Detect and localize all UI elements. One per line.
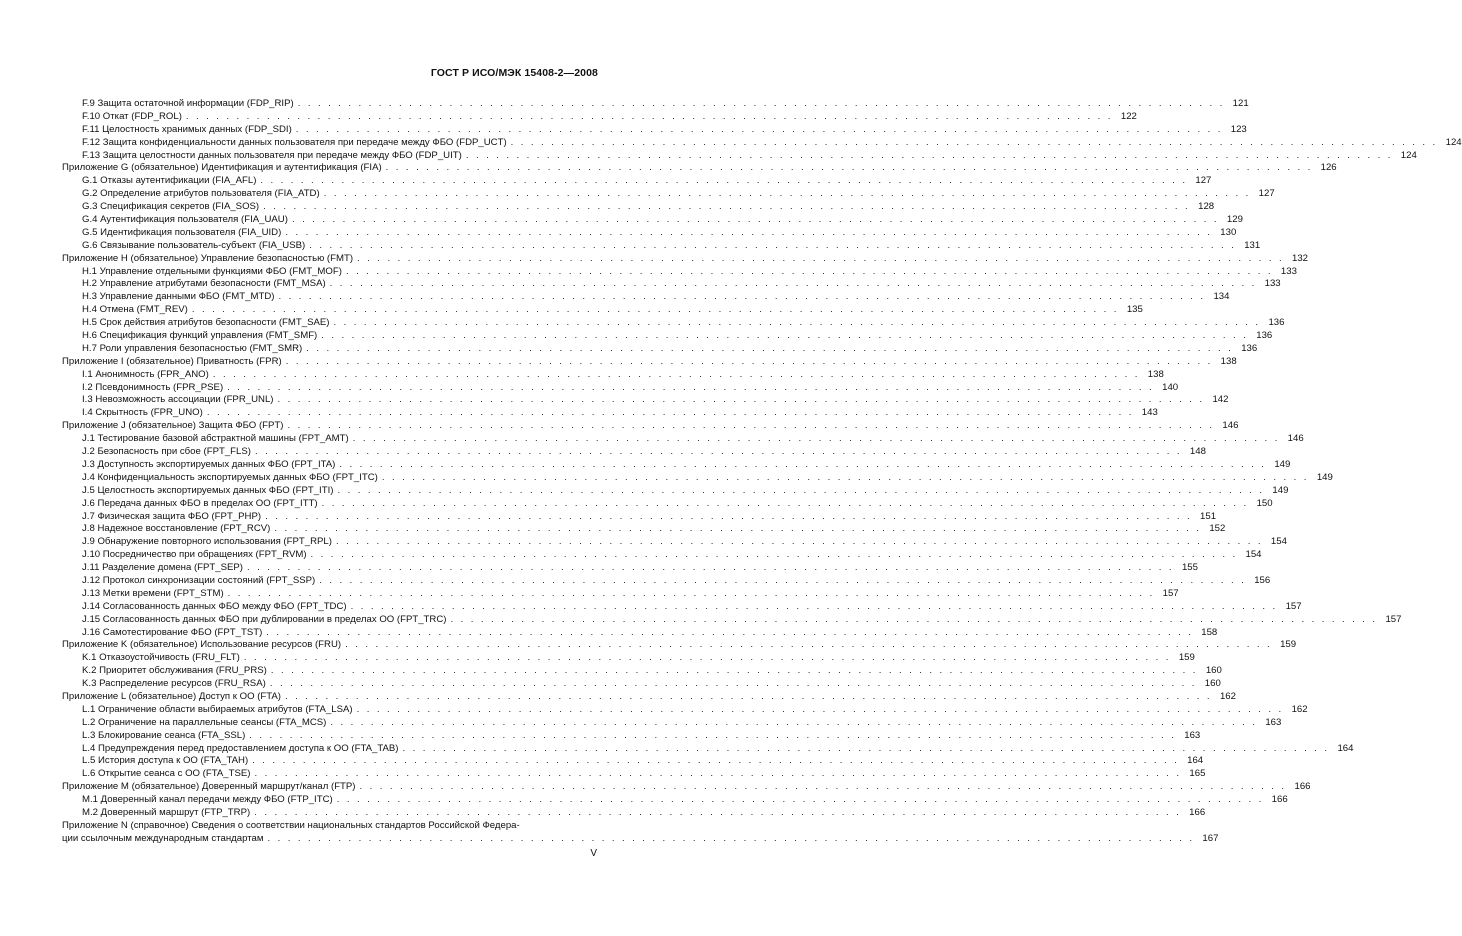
toc-entry-page: 157: [1162, 587, 1179, 599]
dot-leader: . . . . . . . . . . . . . . . . . . . . . . . . . . . . . . . . . . . . . . . . . . . . . . . . . . . . . . . . . . . . . . . . . . . . . . . . . . . . . . . . . . . . . . . . . . . .: [206, 407, 1134, 419]
toc-entry-page: 128: [1198, 201, 1215, 213]
toc-entry-title: Приложение H (обязательное) Управление безопасностью (FMT): [62, 252, 354, 264]
toc-entry-title: J.6 Передача данных ФБО в пределах ОО (FPT_ITT): [82, 497, 318, 509]
toc-entry-title: L.5 История доступа к ОО (FTA_TAH): [82, 755, 249, 767]
dot-leader: . . . . . . . . . . . . . . . . . . . . . . . . . . . . . . . . . . . . . . . . . . . . . . . . . . . . . . . . . . . . . . . . . . . . . . . . . . . . . . . . . . . . . . . . . . . .: [191, 304, 1119, 316]
toc-section-entry: [62, 549, 1262, 562]
toc-entry-page: 166: [1294, 781, 1311, 793]
dot-leader: . . . . . . . . . . . . . . . . . . . . . . . . . . . . . . . . . . . . . . . . . . . . . . . . . . . . . . . . . . . . . . . . . . . . . . . . . . . . . . . . . . . . . . . . . . . .: [295, 123, 1223, 135]
toc-entry-title: F.13 Защита целостности данных пользователя при передаче между ФБО (FDP_UIT): [82, 149, 462, 161]
dot-leader: . . . . . . . . . . . . . . . . . . . . . . . . . . . . . . . . . . . . . . . . . . . . . . . . . . . . . . . . . . . . . . . . . . . . . . . . . . . . . . . . . . . . . . . . . . . .: [333, 317, 1261, 329]
toc-entry-page: 127: [1258, 188, 1275, 200]
toc-entry-title: L.1 Ограничение области выбираемых атрибутов (FTA_LSA): [82, 703, 353, 715]
dot-leader: . . . . . . . . . . . . . . . . . . . . . . . . . . . . . . . . . . . . . . . . . . . . . . . . . . . . . . . . . . . . . . . . . . . . . . . . . . . . . . . . . . . . . . . . . . . .: [270, 665, 1198, 677]
toc-entry-page: 162: [1291, 703, 1308, 715]
dot-leader: . . . . . . . . . . . . . . . . . . . . . . . . . . . . . . . . . . . . . . . . . . . . . . . . . . . . . . . . . . . . . . . . . . . . . . . . . . . . . . . . . . . . . . . . . . . .: [321, 330, 1249, 342]
toc-entry-title: J.7 Физическая защита ФБО (FPT_PHP): [82, 510, 262, 522]
toc-entry-page: 132: [1292, 252, 1309, 264]
dot-leader: . . . . . . . . . . . . . . . . . . . . . . . . . . . . . . . . . . . . . . . . . . . . . . . . . . . . . . . . . . . . . . . . . . . . . . . . . . . . . . . . . . . . . . . . . . . .: [274, 523, 1202, 535]
toc-entry-title: J.9 Обнаружение повторного использования (FPT_RPL): [82, 536, 332, 548]
dot-leader: . . . . . . . . . . . . . . . . . . . . . . . . . . . . . . . . . . . . . . . . . . . . . . . . . . . . . . . . . . . . . . . . . . . . . . . . . . . . . . . . . . . . . . . . . . . .: [402, 742, 1330, 754]
toc-entry-page: 136: [1241, 342, 1258, 354]
toc-section-entry: [62, 226, 1237, 240]
dot-leader: . . . . . . . . . . . . . . . . . . . . . . . . . . . . . . . . . . . . . . . . . . . . . . . . . . . . . . . . . . . . . . . . . . . . . . . . . . . . . . . . . . . . . . . . . . . .: [263, 201, 1191, 213]
dot-leader: . . . . . . . . . . . . . . . . . . . . . . . . . . . . . . . . . . . . . . . . . . . . . . . . . . . . . . . . . . . . . . . . . . . . . . . . . . . . . . . . . . . . . . . . . . . .: [227, 381, 1155, 393]
toc-entry-title: Приложение L (обязательное) Доступ к ОО (FTA): [62, 690, 281, 702]
toc-section-entry: [62, 394, 1229, 407]
toc-entry-page: 138: [1147, 368, 1164, 380]
toc-section-entry: [62, 201, 1215, 214]
page-number: V: [590, 848, 597, 859]
toc-entry-page: 157: [1285, 600, 1302, 612]
toc-appendix-entry: [62, 420, 1239, 433]
toc-section-entry: [62, 600, 1302, 614]
toc-entry-title: L.2 Ограничение на параллельные сеансы (FTA_MCS): [82, 716, 327, 728]
dot-leader: . . . . . . . . . . . . . . . . . . . . . . . . . . . . . . . . . . . . . . . . . . . . . . . . . . . . . . . . . . . . . . . . . . . . . . . . . . . . . . . . . . . . . . . . . . . .: [252, 755, 1180, 767]
dot-leader: . . . . . . . . . . . . . . . . . . . . . . . . . . . . . . . . . . . . . . . . . . . . . . . . . . . . . . . . . . . . . . . . . . . . . . . . . . . . . . . . . . . . . . . . . . . .: [285, 226, 1213, 238]
dot-leader: . . . . . . . . . . . . . . . . . . . . . . . . . . . . . . . . . . . . . . . . . . . . . . . . . . . . . . . . . . . . . . . . . . . . . . . . . . . . . . . . . . . . . . . . . . . .: [336, 794, 1264, 806]
toc-appendix-entry: [62, 690, 1236, 704]
dot-leader: . . . . . . . . . . . . . . . . . . . . . . . . . . . . . . . . . . . . . . . . . . . . . . . . . . . . . . . . . . . . . . . . . . . . . . . . . . . . . . . . . . . . . . . . . . . .: [306, 342, 1234, 354]
toc-entry-title: J.14 Согласованность данных ФБО между ФБО (FPT_TDC): [82, 600, 347, 612]
toc-entry-title: L.6 Открытие сеанса с ОО (FTA_TSE): [82, 768, 251, 780]
toc-entry-title: G.1 Отказы аутентификации (FIA_AFL): [82, 175, 257, 187]
toc-entry-title: L.3 Блокирование сеанса (FTA_SSL): [82, 729, 246, 741]
toc-entry-title: J.8 Надежное восстановление (FPT_RCV): [82, 523, 271, 535]
toc-section-entry: [62, 536, 1287, 549]
dot-leader: . . . . . . . . . . . . . . . . . . . . . . . . . . . . . . . . . . . . . . . . . . . . . . . . . . . . . . . . . . . . . . . . . . . . . . . . . . . . . . . . . . . . . . . . . . . .: [254, 806, 1182, 818]
toc-section-entry: [62, 98, 1249, 111]
toc-entry-title: I.4 Скрытность (FPR_UNO): [82, 407, 203, 419]
toc-entry-page: 157: [1385, 613, 1402, 625]
toc-section-entry: [62, 265, 1297, 279]
toc-entry-title: J.16 Самотестирование ФБО (FPT_TST): [82, 626, 263, 638]
toc-entry-title: F.11 Целостность хранимых данных (FDP_SDI): [82, 123, 292, 135]
toc-section-entry: [62, 342, 1258, 356]
toc-entry-title: F.12 Защита конфиденциальности данных пользователя при передаче между ФБО (FDP_UCT): [82, 136, 507, 148]
dot-leader: . . . . . . . . . . . . . . . . . . . . . . . . . . . . . . . . . . . . . . . . . . . . . . . . . . . . . . . . . . . . . . . . . . . . . . . . . . . . . . . . . . . . . . . . . . . .: [277, 394, 1205, 406]
toc-section-entry: [62, 574, 1271, 588]
toc-entry-title: G.4 Аутентификация пользователя (FIA_UAU): [82, 214, 288, 226]
dot-leader: . . . . . . . . . . . . . . . . . . . . . . . . . . . . . . . . . . . . . . . . . . . . . . . . . . . . . . . . . . . . . . . . . . . . . . . . . . . . . . . . . . . . . . . . . . . .: [357, 252, 1285, 264]
toc-appendix-entry: [62, 252, 1309, 266]
toc-entry-page: 163: [1265, 716, 1282, 728]
toc-entry-title: H.7 Роли управления безопасностью (FMT_SMR): [82, 342, 303, 354]
toc-entry-title: Приложение I (обязательное) Приватность (FPR): [62, 355, 282, 367]
dot-leader: . . . . . . . . . . . . . . . . . . . . . . . . . . . . . . . . . . . . . . . . . . . . . . . . . . . . . . . . . . . . . . . . . . . . . . . . . . . . . . . . . . . . . . . . . . . .: [309, 239, 1237, 251]
toc-entry-title: J.11 Разделение домена (FPT_SEP): [82, 562, 243, 574]
toc-section-entry: [62, 562, 1198, 575]
toc-section-entry: [62, 368, 1164, 382]
toc-entry-page: 148: [1189, 446, 1206, 458]
toc-entry-title: ции ссылочным международным стандартам: [62, 832, 264, 844]
toc-section-entry: [62, 806, 1206, 820]
dot-leader: . . . . . . . . . . . . . . . . . . . . . . . . . . . . . . . . . . . . . . . . . . . . . . . . . . . . . . . . . . . . . . . . . . . . . . . . . . . . . . . . . . . . . . . . . . . .: [249, 729, 1177, 741]
toc-entry-page: 159: [1280, 639, 1297, 651]
toc-entry-title: Приложение N (справочное) Сведения о соответствии национальных стандартов Российской Федера-: [62, 819, 520, 831]
toc-entry-page: 140: [1162, 381, 1179, 393]
toc-section-entry: [62, 703, 1308, 717]
dot-leader: . . . . . . . . . . . . . . . . . . . . . . . . . . . . . . . . . . . . . . . . . . . . . . . . . . . . . . . . . . . . . . . . . . . . . . . . . . . . . . . . . . . . . . . . . . . .: [356, 703, 1284, 715]
dot-leader: . . . . . . . . . . . . . . . . . . . . . . . . . . . . . . . . . . . . . . . . . . . . . . . . . . . . . . . . . . . . . . . . . . . . . . . . . . . . . . . . . . . . . . . . . . . .: [269, 678, 1197, 690]
toc-entry-page: 162: [1219, 690, 1236, 702]
toc-entry-title: J.5 Целостность экспортируемых данных ФБО (FPT_ITI): [82, 484, 334, 496]
toc-section-entry: [62, 123, 1247, 137]
toc-section-entry: [62, 729, 1201, 743]
toc-entry-page: 130: [1220, 226, 1237, 238]
toc-section-entry: [62, 239, 1261, 253]
toc-section-entry: [62, 291, 1230, 304]
toc-entry-title: J.12 Протокол синхронизации состояний (FPT_SSP): [82, 574, 316, 586]
toc-entry-page: 150: [1256, 497, 1273, 509]
toc-section-entry: [62, 330, 1273, 343]
toc-section-entry: [62, 433, 1304, 446]
toc-entry-title: J.15 Согласованность данных ФБО при дублировании в пределах ОО (FPT_TRC): [82, 613, 447, 625]
toc-entry-page: 131: [1244, 239, 1261, 251]
toc-entry-page: 166: [1189, 806, 1206, 818]
toc-entry-title: J.2 Безопасность при сбое (FPT_FLS): [82, 446, 251, 458]
dot-leader: . . . . . . . . . . . . . . . . . . . . . . . . . . . . . . . . . . . . . . . . . . . . . . . . . . . . . . . . . . . . . . . . . . . . . . . . . . . . . . . . . . . . . . . . . . . .: [345, 265, 1273, 277]
dot-leader: . . . . . . . . . . . . . . . . . . . . . . . . . . . . . . . . . . . . . . . . . . . . . . . . . . . . . . . . . . . . . . . . . . . . . . . . . . . . . . . . . . . . . . . . . . . .: [350, 600, 1278, 612]
dot-leader: . . . . . . . . . . . . . . . . . . . . . . . . . . . . . . . . . . . . . . . . . . . . . . . . . . . . . . . . . . . . . . . . . . . . . . . . . . . . . . . . . . . . . . . . . . . .: [381, 471, 1309, 483]
toc-section-entry: [62, 471, 1333, 485]
document-header: ГОСТ Р ИСО/МЭК 15408-2—2008: [430, 67, 598, 79]
toc-entry-title: M.2 Доверенный маршрут (FTP_TRP): [82, 806, 251, 818]
toc-entry-page: 142: [1212, 394, 1229, 406]
dot-leader: . . . . . . . . . . . . . . . . . . . . . . . . . . . . . . . . . . . . . . . . . . . . . . . . . . . . . . . . . . . . . . . . . . . . . . . . . . . . . . . . . . . . . . . . . . . .: [254, 768, 1182, 780]
dot-leader: . . . . . . . . . . . . . . . . . . . . . . . . . . . . . . . . . . . . . . . . . . . . . . . . . . . . . . . . . . . . . . . . . . . . . . . . . . . . . . . . . . . . . . . . . . . .: [260, 175, 1188, 187]
toc-entry-title: L.4 Предупреждения перед предоставлением доступа к ОО (FTA_TAB): [82, 742, 399, 754]
toc-entry-title: J.1 Тестирование базовой абстрактной машины (FPT_AMT): [82, 433, 349, 445]
toc-entry-title: K.3 Распределение ресурсов (FRU_RSA): [82, 678, 266, 690]
toc-section-entry: [62, 523, 1226, 536]
toc-entry-page: 163: [1184, 729, 1201, 741]
toc-entry-title: G.5 Идентификация пользователя (FIA_UID): [82, 226, 282, 238]
toc-entry-title: Приложение K (обязательное) Использование ресурсов (FRU): [62, 639, 342, 651]
toc-appendix-entry: [62, 781, 1311, 794]
toc-entry-page: 146: [1222, 420, 1239, 432]
toc-section-entry: [62, 175, 1212, 188]
toc-entry-title: H.6 Спецификация функций управления (FMT_SMF): [82, 330, 318, 342]
dot-leader: . . . . . . . . . . . . . . . . . . . . . . . . . . . . . . . . . . . . . . . . . . . . . . . . . . . . . . . . . . . . . . . . . . . . . . . . . . . . . . . . . . . . . . . . . . . .: [297, 98, 1225, 109]
toc-entry-page: 129: [1226, 214, 1243, 226]
toc-entry-page: 126: [1320, 162, 1337, 174]
toc-entry-title: I.2 Псевдонимность (FPR_PSE): [82, 381, 224, 393]
toc-section-entry: [62, 626, 1218, 640]
dot-leader: . . . . . . . . . . . . . . . . . . . . . . . . . . . . . . . . . . . . . . . . . . . . . . . . . . . . . . . . . . . . . . . . . . . . . . . . . . . . . . . . . . . . . . . . . . . .: [337, 484, 1265, 496]
toc-section-entry: [62, 652, 1195, 665]
toc-entry-title: H.2 Управление атрибутами безопасности (FMT_MSA): [82, 278, 326, 290]
toc-section-entry: [62, 214, 1243, 227]
toc-entry-page: 121: [1232, 98, 1249, 109]
toc-appendix-entry: [62, 820, 599, 833]
toc-section-entry: [62, 317, 1285, 330]
dot-leader: . . . . . . . . . . . . . . . . . . . . . . . . . . . . . . . . . . . . . . . . . . . . . . . . . . . . . . . . . . . . . . . . . . . . . . . . . . . . . . . . . . . . . . . . . . . .: [385, 162, 1313, 174]
toc-entry-page: 160: [1205, 665, 1222, 677]
toc-section-entry: [62, 484, 1289, 498]
toc-entry-page: 133: [1264, 278, 1281, 290]
toc-section-entry: [62, 110, 1137, 124]
dot-leader: . . . . . . . . . . . . . . . . . . . . . . . . . . . . . . . . . . . . . . . . . . . . . . . . . . . . . . . . . . . . . . . . . . . . . . . . . . . . . . . . . . . . . . . . . . . .: [254, 446, 1182, 458]
toc-section-entry: [62, 678, 1221, 691]
toc-entry-page: 154: [1270, 536, 1287, 548]
table-of-contents: [62, 98, 1462, 846]
toc-entry-title: H.5 Срок действия атрибутов безопасности (FMT_SAE): [82, 317, 330, 329]
toc-section-entry: [62, 768, 1206, 781]
toc-entry-title: J.4 Конфиденциальность экспортируемых данных ФБО (FPT_ITC): [82, 471, 378, 483]
toc-section-entry: [62, 587, 1179, 601]
toc-section-entry: [62, 278, 1281, 291]
toc-entry-page: 143: [1141, 407, 1158, 419]
toc-section-entry: [62, 304, 1143, 317]
toc-entry-page: 165: [1189, 768, 1206, 780]
dot-leader: . . . . . . . . . . . . . . . . . . . . . . . . . . . . . . . . . . . . . . . . . . . . . . . . . . . . . . . . . . . . . . . . . . . . . . . . . . . . . . . . . . . . . . . . . . . .: [212, 368, 1140, 380]
toc-entry-title: G.2 Определение атрибутов пользователя (FIA_ATD): [82, 188, 320, 200]
toc-entry-page: 123: [1230, 123, 1247, 135]
toc-entry-page: 135: [1126, 304, 1143, 316]
toc-section-entry: [62, 742, 1354, 756]
toc-appendix-entry: [62, 162, 1337, 175]
toc-entry-page: 136: [1268, 317, 1285, 329]
dot-leader: . . . . . . . . . . . . . . . . . . . . . . . . . . . . . . . . . . . . . . . . . . . . . . . . . . . . . . . . . . . . . . . . . . . . . . . . . . . . . . . . . . . . . . . . . . . .: [310, 549, 1238, 561]
toc-entry-page: 149: [1316, 471, 1333, 483]
dot-leader: . . . . . . . . . . . . . . . . . . . . . . . . . . . . . . . . . . . . . . . . . . . . . . . . . . . . . . . . . . . . . . . . . . . . . . . . . . . . . . . . . . . . . . . . . . . .: [267, 832, 1195, 844]
toc-section-entry: [62, 446, 1206, 459]
toc-entry-page: 166: [1271, 794, 1288, 806]
toc-entry-page: 155: [1181, 562, 1198, 574]
toc-entry-page: 154: [1245, 549, 1262, 561]
toc-section-entry: [62, 497, 1273, 511]
toc-entry-page: 158: [1201, 626, 1218, 638]
toc-section-entry: [62, 188, 1275, 201]
toc-entry-title: F.9 Защита остаточной информации (FDP_RIP): [82, 98, 294, 109]
dot-leader: . . . . . . . . . . . . . . . . . . . . . . . . . . . . . . . . . . . . . . . . . . . . . . . . . . . . . . . . . . . . . . . . . . . . . . . . . . . . . . . . . . . . . . . . . . . .: [323, 188, 1251, 200]
toc-appendix-entry: [62, 639, 1297, 652]
dot-leader: . . . . . . . . . . . . . . . . . . . . . . . . . . . . . . . . . . . . . . . . . . . . . . . . . . . . . . . . . . . . . . . . . . . . . . . . . . . . . . . . . . . . . . . . . . . .: [291, 214, 1219, 226]
dot-leader: . . . . . . . . . . . . . . . . . . . . . . . . . . . . . . . . . . . . . . . . . . . . . . . . . . . . . . . . . . . . . . . . . . . . . . . . . . . . . . . . . . . . . . . . . . . .: [335, 536, 1263, 548]
toc-entry-title: Приложение G (обязательное) Идентификация и аутентификация (FIA): [62, 162, 382, 174]
dot-leader: . . . . . . . . . . . . . . . . . . . . . . . . . . . . . . . . . . . . . . . . . . . . . . . . . . . . . . . . . . . . . . . . . . . . . . . . . . . . . . . . . . . . . . . . . . . .: [243, 652, 1171, 664]
dot-leader: . . . . . . . . . . . . . . . . . . . . . . . . . . . . . . . . . . . . . . . . . . . . . . . . . . . . . . . . . . . . . . . . . . . . . . . . . . . . . . . . . . . . . . . . . . . .: [465, 149, 1393, 161]
toc-entry-title: H.4 Отмена (FMT_REV): [82, 304, 188, 316]
toc-entry-page: 164: [1337, 742, 1354, 754]
dot-leader: . . . . . . . . . . . . . . . . . . . . . . . . . . . . . . . . . . . . . . . . . . . . . . . . . . . . . . . . . . . . . . . . . . . . . . . . . . . . . . . . . . . . . . . . . . . .: [450, 613, 1378, 625]
toc-entry-title: I.1 Анонимность (FPR_ANO): [82, 368, 209, 380]
dot-leader: . . . . . . . . . . . . . . . . . . . . . . . . . . . . . . . . . . . . . . . . . . . . . . . . . . . . . . . . . . . . . . . . . . . . . . . . . . . . . . . . . . . . . . . . . . . .: [185, 110, 1113, 122]
toc-section-entry: [62, 613, 1402, 627]
toc-entry-page: 134: [1213, 291, 1230, 303]
dot-leader: . . . . . . . . . . . . . . . . . . . . . . . . . . . . . . . . . . . . . . . . . . . . . . . . . . . . . . . . . . . . . . . . . . . . . . . . . . . . . . . . . . . . . . . . . . . .: [345, 639, 1273, 651]
dot-leader: . . . . . . . . . . . . . . . . . . . . . . . . . . . . . . . . . . . . . . . . . . . . . . . . . . . . . . . . . . . . . . . . . . . . . . . . . . . . . . . . . . . . . . . . . . . .: [352, 433, 1280, 445]
dot-leader: . . . . . . . . . . . . . . . . . . . . . . . . . . . . . . . . . . . . . . . . . . . . . . . . . . . . . . . . . . . . . . . . . . . . . . . . . . . . . . . . . . . . . . . . . . . .: [278, 291, 1206, 303]
toc-entry-title: G.6 Связывание пользователь-субъект (FIA_USB): [82, 239, 306, 251]
toc-entry-page: 146: [1287, 433, 1304, 445]
toc-entry-page: 164: [1187, 755, 1204, 767]
toc-section-entry: [62, 458, 1291, 472]
toc-entry-title: J.10 Посредничество при обращениях (FPT_RVM): [82, 549, 307, 561]
dot-leader: . . . . . . . . . . . . . . . . . . . . . . . . . . . . . . . . . . . . . . . . . . . . . . . . . . . . . . . . . . . . . . . . . . . . . . . . . . . . . . . . . . . . . . . . . . . .: [510, 136, 1438, 148]
toc-entry-title: K.2 Приоритет обслуживания (FRU_PRS): [82, 665, 267, 677]
toc-section-entry: [62, 136, 1462, 150]
toc-section-entry: [62, 716, 1282, 730]
toc-appendix-entry: [62, 832, 1219, 846]
toc-entry-title: J.3 Доступность экспортируемых данных ФБО (FPT_ITA): [82, 458, 336, 470]
toc-entry-page: 160: [1204, 678, 1221, 690]
toc-section-entry: [62, 510, 1217, 524]
dot-leader: . . . . . . . . . . . . . . . . . . . . . . . . . . . . . . . . . . . . . . . . . . . . . . . . . . . . . . . . . . . . . . . . . . . . . . . . . . . . . . . . . . . . . . . . . . . .: [285, 690, 1212, 702]
toc-entry-title: I.3 Невозможность ассоциации (FPR_UNL): [82, 394, 274, 406]
toc-entry-page: 122: [1120, 110, 1137, 122]
toc-entry-page: 124: [1400, 149, 1417, 161]
dot-leader: . . . . . . . . . . . . . . . . . . . . . . . . . . . . . . . . . . . . . . . . . . . . . . . . . . . . . . . . . . . . . . . . . . . . . . . . . . . . . . . . . . . . . . . . . . . .: [227, 587, 1155, 599]
toc-entry-page: 152: [1209, 523, 1226, 535]
toc-section-entry: [62, 381, 1179, 395]
toc-entry-title: F.10 Откат (FDP_ROL): [82, 110, 182, 122]
toc-entry-title: M.1 Доверенный канал передачи между ФБО (FTP_ITC): [82, 794, 333, 806]
toc-entry-page: 151: [1200, 510, 1217, 522]
dot-leader: . . . . . . . . . . . . . . . . . . . . . . . . . . . . . . . . . . . . . . . . . . . . . . . . . . . . . . . . . . . . . . . . . . . . . . . . . . . . . . . . . . . . . . . . . . . .: [319, 574, 1247, 586]
dot-leader: . . . . . . . . . . . . . . . . . . . . . . . . . . . . . . . . . . . . . . . . . . . . . . . . . . . . . . . . . . . . . . . . . . . . . . . . . . . . . . . . . . . . . . . . . . . .: [266, 626, 1194, 638]
toc-entry-page: 149: [1272, 484, 1289, 496]
toc-entry-page: 124: [1445, 136, 1462, 148]
toc-entry-title: K.1 Отказоустойчивость (FRU_FLT): [82, 652, 240, 664]
toc-appendix-entry: [62, 355, 1237, 369]
dot-leader: . . . . . . . . . . . . . . . . . . . . . . . . . . . . . . . . . . . . . . . . . . . . . . . . . . . . . . . . . . . . . . . . . . . . . . . . . . . . . . . . . . . . . . . . . . . .: [265, 510, 1193, 522]
dot-leader: . . . . . . . . . . . . . . . . . . . . . . . . . . . . . . . . . . . . . . . . . . . . . . . . . . . . . . . . . . . . . . . . . . . . . . . . . . . . . . . . . . . . . . . . . . . .: [321, 497, 1249, 509]
toc-section-entry: [62, 665, 1222, 678]
dot-leader: . . . . . . . . . . . . . . . . . . . . . . . . . . . . . . . . . . . . . . . . . . . . . . . . . . . . . . . . . . . . . . . . . . . . . . . . . . . . . . . . . . . . . . . . . . . .: [359, 781, 1287, 793]
dot-leader: . . . . . . . . . . . . . . . . . . . . . . . . . . . . . . . . . . . . . . . . . . . . . . . . . . . . . . . . . . . . . . . . . . . . . . . . . . . . . . . . . . . . . . . . . . . .: [285, 355, 1213, 367]
toc-entry-title: J.13 Метки времени (FPT_STM): [82, 587, 224, 599]
toc-section-entry: [62, 794, 1288, 807]
toc-entry-title: Приложение M (обязательное) Доверенный маршрут/канал (FTP): [62, 781, 356, 793]
dot-leader: . . . . . . . . . . . . . . . . . . . . . . . . . . . . . . . . . . . . . . . . . . . . . . . . . . . . . . . . . . . . . . . . . . . . . . . . . . . . . . . . . . . . . . . . . . . .: [287, 420, 1215, 432]
toc-entry-page: 149: [1274, 458, 1291, 470]
toc-entry-page: 136: [1256, 330, 1273, 342]
toc-entry-page: 133: [1280, 265, 1297, 277]
dot-leader: . . . . . . . . . . . . . . . . . . . . . . . . . . . . . . . . . . . . . . . . . . . . . . . . . . . . . . . . . . . . . . . . . . . . . . . . . . . . . . . . . . . . . . . . . . . .: [329, 278, 1257, 290]
dot-leader: . . . . . . . . . . . . . . . . . . . . . . . . . . . . . . . . . . . . . . . . . . . . . . . . . . . . . . . . . . . . . . . . . . . . . . . . . . . . . . . . . . . . . . . . . . . .: [330, 716, 1258, 728]
toc-entry-page: 127: [1195, 175, 1212, 187]
toc-entry-title: Приложение J (обязательное) Защита ФБО (FPT): [62, 420, 284, 432]
toc-section-entry: [62, 755, 1204, 768]
toc-section-entry: [62, 407, 1158, 420]
toc-entry-title: H.3 Управление данными ФБО (FMT_MTD): [82, 291, 275, 303]
toc-entry-page: 159: [1178, 652, 1195, 664]
dot-leader: . . . . . . . . . . . . . . . . . . . . . . . . . . . . . . . . . . . . . . . . . . . . . . . . . . . . . . . . . . . . . . . . . . . . . . . . . . . . . . . . . . . . . . . . . . . .: [339, 458, 1267, 470]
dot-leader: . . . . . . . . . . . . . . . . . . . . . . . . . . . . . . . . . . . . . . . . . . . . . . . . . . . . . . . . . . . . . . . . . . . . . . . . . . . . . . . . . . . . . . . . . . . .: [247, 562, 1174, 574]
toc-entry-page: 156: [1254, 574, 1271, 586]
toc-entry-page: 167: [1202, 832, 1219, 844]
toc-entry-title: G.3 Спецификация секретов (FIA_SOS): [82, 201, 260, 213]
toc-entry-title: H.1 Управление отдельными функциями ФБО (FMT_MOF): [82, 265, 342, 277]
toc-section-entry: [62, 149, 1417, 163]
toc-entry-page: 138: [1220, 355, 1237, 367]
